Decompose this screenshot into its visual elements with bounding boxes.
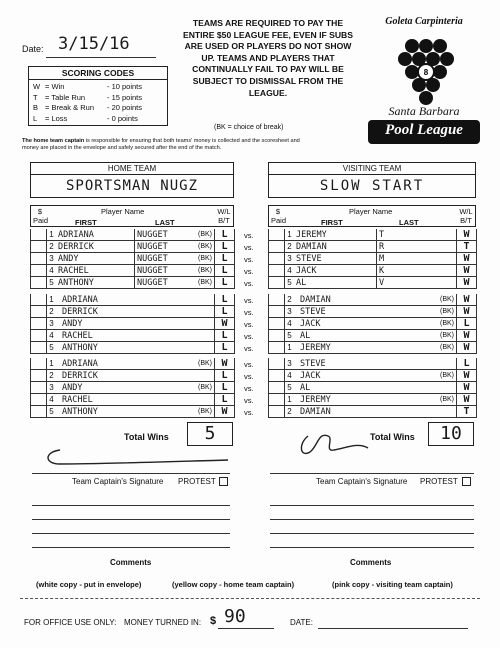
- visiting-break-marker: [433, 265, 457, 277]
- home-player-first[interactable]: ANDY: [56, 253, 135, 265]
- visiting-player-number: 1: [285, 229, 294, 241]
- home-player-number: 1: [47, 358, 56, 370]
- visiting-signature-line: [270, 473, 474, 474]
- captain-responsibility-note: [22, 138, 318, 152]
- visiting-win-loss[interactable]: W: [457, 277, 477, 289]
- home-paid-cell[interactable]: [31, 294, 47, 306]
- visiting-break-marker: [433, 229, 457, 241]
- home-team-box: [30, 162, 234, 198]
- home-player-first[interactable]: ADRIANA: [56, 358, 191, 370]
- home-player-number: 2: [47, 306, 56, 318]
- home-first-header: FIRST: [75, 218, 97, 227]
- comment-line[interactable]: [32, 533, 230, 534]
- home-player-row: [30, 342, 234, 354]
- home-comments-label: Comments: [110, 558, 152, 567]
- visiting-win-loss[interactable]: W: [457, 253, 477, 265]
- home-player-number: 3: [47, 382, 56, 394]
- home-column-headers: [30, 205, 234, 227]
- white-copy-label: (white copy - put in envelope): [36, 580, 142, 589]
- visiting-total-label: Total Wins: [370, 432, 415, 442]
- visiting-paid-cell[interactable]: [269, 229, 285, 241]
- visiting-win-loss[interactable]: T: [457, 241, 477, 253]
- vs-label: vs.: [244, 372, 254, 381]
- visiting-player-number: 2: [285, 294, 294, 306]
- home-win-loss[interactable]: L: [215, 265, 235, 277]
- visiting-player-row: [268, 318, 476, 330]
- visiting-win-loss[interactable]: W: [457, 265, 477, 277]
- home-player-number: 4: [47, 265, 56, 277]
- visiting-player-first[interactable]: DAMIAN: [294, 406, 433, 418]
- visiting-win-loss[interactable]: L: [457, 318, 477, 330]
- home-wl-header: W/L B/T: [217, 207, 231, 225]
- home-player-first[interactable]: RACHEL: [56, 330, 191, 342]
- footer-divider: [20, 598, 480, 599]
- home-player-row: [30, 330, 234, 342]
- visiting-player-last[interactable]: V: [377, 277, 433, 289]
- comment-line[interactable]: [270, 547, 474, 548]
- home-paid-cell[interactable]: [31, 229, 47, 241]
- visiting-break-marker: (BK): [433, 342, 457, 354]
- visiting-signature-label: Team Captain's Signature: [316, 477, 408, 486]
- home-paid-cell[interactable]: [31, 394, 47, 406]
- home-player-first[interactable]: ADRIANA: [56, 229, 135, 241]
- home-break-marker: [191, 306, 215, 318]
- visiting-player-first[interactable]: DAMIAN: [294, 241, 377, 253]
- home-paid-cell[interactable]: [31, 241, 47, 253]
- visiting-break-marker: (BK): [433, 294, 457, 306]
- visiting-protest-label: PROTEST: [420, 477, 458, 486]
- visiting-comments-label: Comments: [350, 558, 392, 567]
- home-player-first[interactable]: RACHEL: [56, 394, 191, 406]
- visiting-player-row: [268, 277, 476, 289]
- visiting-break-marker: (BK): [433, 318, 457, 330]
- vs-label: vs.: [244, 279, 254, 288]
- home-total-label: Total Wins: [124, 432, 169, 442]
- logo-top-text: Goleta Carpinteria: [385, 16, 463, 27]
- comment-line[interactable]: [32, 547, 230, 548]
- visiting-captain-signature[interactable]: [288, 422, 378, 476]
- home-paid-cell[interactable]: [31, 382, 47, 394]
- office-use-label: FOR OFFICE USE ONLY:: [24, 618, 117, 627]
- visiting-player-row: [268, 358, 476, 370]
- home-player-row: [30, 318, 234, 330]
- scoring-code-letter: L: [33, 113, 38, 123]
- yellow-copy-label: (yellow copy - home team captain): [172, 580, 295, 589]
- visiting-player-number: 1: [285, 394, 294, 406]
- home-player-number: 2: [47, 241, 56, 253]
- home-break-marker: [191, 318, 215, 330]
- visiting-break-marker: [433, 358, 457, 370]
- home-break-marker: [191, 330, 215, 342]
- home-paid-cell[interactable]: [31, 277, 47, 289]
- visiting-column-headers: [268, 205, 476, 227]
- home-player-last[interactable]: NUGGET: [135, 265, 191, 277]
- home-paid-cell[interactable]: [31, 318, 47, 330]
- money-underline: [218, 628, 274, 629]
- visiting-paid-cell[interactable]: [269, 277, 285, 289]
- visiting-break-marker: (BK): [433, 330, 457, 342]
- home-total-wins[interactable]: 5: [187, 422, 233, 446]
- home-player-row: [30, 394, 234, 406]
- home-break-marker: (BK): [191, 277, 215, 289]
- scoring-codes-title: SCORING CODES: [29, 67, 167, 80]
- home-player-row: [30, 229, 234, 241]
- visiting-player-number: 3: [285, 358, 294, 370]
- scoring-code-letter: B: [33, 103, 39, 112]
- visiting-break-marker: (BK): [433, 370, 457, 382]
- scoring-code-letter: T: [33, 92, 38, 102]
- visiting-player-row: [268, 394, 476, 406]
- visiting-player-first[interactable]: JEREMY: [294, 342, 433, 354]
- comment-line[interactable]: [270, 505, 474, 506]
- scoring-code-desc: = Break & Run: [45, 103, 94, 112]
- home-player-first[interactable]: RACHEL: [56, 265, 135, 277]
- visiting-paid-cell[interactable]: [269, 394, 285, 406]
- visiting-player-first[interactable]: STEVE: [294, 253, 377, 265]
- visiting-win-loss[interactable]: W: [457, 294, 477, 306]
- vs-label: vs.: [244, 243, 254, 252]
- vs-label: vs.: [244, 332, 254, 341]
- home-last-header: LAST: [155, 218, 175, 227]
- home-player-number: 5: [47, 406, 56, 418]
- visiting-wl-header: W/L B/T: [459, 207, 473, 225]
- home-player-number: 3: [47, 253, 56, 265]
- scoring-code-row: [33, 103, 163, 114]
- home-win-loss[interactable]: L: [215, 370, 235, 382]
- home-break-marker: [191, 394, 215, 406]
- visiting-player-first[interactable]: DAMIAN: [294, 294, 433, 306]
- home-player-number: 4: [47, 330, 56, 342]
- league-logo: [364, 12, 484, 148]
- visiting-paid-cell[interactable]: [269, 342, 285, 354]
- visiting-player-row: [268, 306, 476, 318]
- visiting-player-first[interactable]: JEREMY: [294, 394, 433, 406]
- captain-note-bold: The home team captain: [22, 138, 85, 144]
- visiting-break-marker: [433, 241, 457, 253]
- home-paid-cell[interactable]: [31, 406, 47, 418]
- home-player-first[interactable]: ANDY: [56, 382, 191, 394]
- home-break-marker: (BK): [191, 241, 215, 253]
- scoring-code-desc: = Loss: [45, 113, 68, 123]
- home-win-loss[interactable]: L: [215, 253, 235, 265]
- visiting-win-loss[interactable]: W: [457, 306, 477, 318]
- home-player-row: [30, 382, 234, 394]
- home-paid-cell[interactable]: [31, 358, 47, 370]
- home-break-marker: (BK): [191, 358, 215, 370]
- scoring-code-desc: = Table Run: [45, 92, 86, 102]
- visiting-player-first[interactable]: STEVE: [294, 306, 433, 318]
- home-player-row: [30, 306, 234, 318]
- visiting-player-row: [268, 241, 476, 253]
- visiting-win-loss[interactable]: L: [457, 358, 477, 370]
- home-win-loss[interactable]: L: [215, 294, 235, 306]
- visiting-player-number: 2: [285, 406, 294, 418]
- vs-label: vs.: [244, 396, 254, 405]
- home-paid-cell[interactable]: [31, 253, 47, 265]
- visiting-player-number: 4: [285, 318, 294, 330]
- home-team-name[interactable]: SPORTSMAN NUGZ: [65, 178, 198, 194]
- scoring-code-points: - 10 points: [107, 82, 143, 91]
- home-player-number: 5: [47, 277, 56, 289]
- visiting-win-loss[interactable]: W: [457, 229, 477, 241]
- vs-label: vs.: [244, 408, 254, 417]
- visiting-paid-cell[interactable]: [269, 370, 285, 382]
- visiting-team-box: [268, 162, 476, 198]
- home-player-last[interactable]: NUGGET: [135, 241, 191, 253]
- home-player-number: 4: [47, 394, 56, 406]
- home-win-loss[interactable]: L: [215, 277, 235, 289]
- home-win-loss[interactable]: L: [215, 394, 235, 406]
- logo-city-text: Santa Barbara: [388, 104, 460, 118]
- home-paid-cell[interactable]: [31, 370, 47, 382]
- visiting-paid-cell[interactable]: [269, 253, 285, 265]
- visiting-player-row: [268, 253, 476, 265]
- visiting-paid-cell[interactable]: [269, 406, 285, 418]
- visiting-player-first[interactable]: JACK: [294, 265, 377, 277]
- visiting-paid-cell[interactable]: [269, 265, 285, 277]
- vs-label: vs.: [244, 384, 254, 393]
- home-player-row: [30, 406, 234, 418]
- home-win-loss[interactable]: W: [215, 406, 235, 418]
- bk-note: (BK = choice of break): [214, 124, 284, 131]
- comment-line[interactable]: [32, 519, 230, 520]
- visiting-break-marker: [433, 253, 457, 265]
- visiting-paid-header: $ Paid: [271, 207, 287, 225]
- home-protest-checkbox[interactable]: [219, 477, 228, 486]
- home-paid-cell[interactable]: [31, 306, 47, 318]
- visiting-player-last[interactable]: K: [377, 265, 433, 277]
- vs-label: vs.: [244, 255, 254, 264]
- visiting-break-marker: [433, 406, 457, 418]
- visiting-player-number: 5: [285, 277, 294, 289]
- visiting-player-row: [268, 330, 476, 342]
- home-player-row: [30, 370, 234, 382]
- visiting-player-last[interactable]: T: [377, 229, 433, 241]
- visiting-win-loss[interactable]: W: [457, 330, 477, 342]
- visiting-win-loss[interactable]: W: [457, 382, 477, 394]
- home-player-first[interactable]: DERRICK: [56, 241, 135, 253]
- captain-note-rest: is responsible for ensuring that both teams' money is collected and the scoresheet and money are placed in the envelope and safely secured after the end of the match.: [22, 138, 300, 151]
- home-signature-line: [32, 473, 230, 474]
- visiting-win-loss[interactable]: W: [457, 394, 477, 406]
- visiting-player-number: 4: [285, 265, 294, 277]
- dollar-sign: $: [210, 615, 217, 627]
- scoring-code-points: - 0 points: [107, 113, 138, 123]
- visiting-paid-cell[interactable]: [269, 294, 285, 306]
- visiting-player-first[interactable]: STEVE: [294, 358, 433, 370]
- visiting-player-first[interactable]: JEREMY: [294, 229, 377, 241]
- home-player-last[interactable]: NUGGET: [135, 229, 191, 241]
- visiting-player-first[interactable]: AL: [294, 382, 433, 394]
- visiting-paid-cell[interactable]: [269, 318, 285, 330]
- scoring-code-points: - 20 points: [107, 103, 143, 112]
- home-player-row: [30, 265, 234, 277]
- visiting-win-loss[interactable]: W: [457, 370, 477, 382]
- visiting-team-name[interactable]: SLOW START: [319, 178, 425, 194]
- scoring-code-row: [33, 93, 163, 104]
- home-break-marker: [191, 294, 215, 306]
- visiting-player-number: 2: [285, 241, 294, 253]
- home-player-row: [30, 294, 234, 306]
- home-player-number: 3: [47, 318, 56, 330]
- home-paid-header: $ Paid: [33, 207, 49, 225]
- home-player-row: [30, 253, 234, 265]
- home-break-marker: [191, 370, 215, 382]
- home-paid-cell[interactable]: [31, 342, 47, 354]
- home-win-loss[interactable]: L: [215, 382, 235, 394]
- visiting-player-row: [268, 342, 476, 354]
- comment-line[interactable]: [270, 519, 474, 520]
- visiting-break-marker: [433, 382, 457, 394]
- visiting-player-last[interactable]: M: [377, 253, 433, 265]
- home-win-loss[interactable]: L: [215, 241, 235, 253]
- date-label: Date:: [22, 44, 44, 54]
- scoring-code-points: - 15 points: [107, 92, 143, 102]
- home-break-marker: [191, 342, 215, 354]
- visiting-paid-cell[interactable]: [269, 358, 285, 370]
- home-player-row: [30, 358, 234, 370]
- visiting-team-label: VISITING TEAM: [269, 163, 475, 175]
- home-player-first[interactable]: DERRICK: [56, 370, 191, 382]
- visiting-total-wins[interactable]: 10: [428, 422, 474, 446]
- office-date-underline: [318, 628, 468, 629]
- visiting-player-number: 4: [285, 370, 294, 382]
- visiting-win-loss[interactable]: T: [457, 406, 477, 418]
- home-captain-signature[interactable]: [38, 438, 238, 472]
- home-break-marker: (BK): [191, 229, 215, 241]
- home-player-first[interactable]: ANTHONY: [56, 342, 191, 354]
- svg-text:8: 8: [423, 68, 429, 77]
- visiting-last-header: LAST: [399, 218, 419, 227]
- pink-copy-label: (pink copy - visiting team captain): [332, 580, 453, 589]
- visiting-paid-cell[interactable]: [269, 330, 285, 342]
- visiting-paid-cell[interactable]: [269, 306, 285, 318]
- home-win-loss[interactable]: W: [215, 358, 235, 370]
- home-player-name-header: Player Name: [101, 207, 145, 216]
- visiting-break-marker: [433, 277, 457, 289]
- vs-label: vs.: [244, 308, 254, 317]
- home-win-loss[interactable]: L: [215, 306, 235, 318]
- logo-league-text: Pool League: [385, 122, 463, 138]
- home-paid-cell[interactable]: [31, 265, 47, 277]
- visiting-player-row: [268, 406, 476, 418]
- home-protest-label: PROTEST: [178, 477, 216, 486]
- home-break-marker: (BK): [191, 406, 215, 418]
- money-turned-in-label: MONEY TURNED IN:: [124, 618, 202, 627]
- visiting-player-name-header: Player Name: [349, 207, 393, 216]
- visiting-break-marker: (BK): [433, 306, 457, 318]
- vs-label: vs.: [244, 296, 254, 305]
- visiting-paid-cell[interactable]: [269, 241, 285, 253]
- visiting-protest-checkbox[interactable]: [462, 477, 471, 486]
- vs-label: vs.: [244, 320, 254, 329]
- office-date-label: DATE:: [290, 618, 313, 627]
- scoring-codes-list: [29, 80, 167, 126]
- home-player-row: [30, 241, 234, 253]
- home-player-first[interactable]: ANTHONY: [56, 277, 135, 289]
- home-player-first[interactable]: ANDY: [56, 318, 191, 330]
- vs-label: vs.: [244, 360, 254, 369]
- visiting-player-row: [268, 265, 476, 277]
- home-player-number: 2: [47, 370, 56, 382]
- home-player-first[interactable]: DERRICK: [56, 306, 191, 318]
- scoring-code-row: [33, 82, 163, 93]
- home-team-label: HOME TEAM: [31, 163, 233, 175]
- visiting-paid-cell[interactable]: [269, 382, 285, 394]
- home-player-last[interactable]: NUGGET: [135, 253, 191, 265]
- visiting-player-row: [268, 294, 476, 306]
- date-underline: [46, 57, 156, 58]
- scoring-code-letter: W: [33, 82, 41, 91]
- visiting-player-row: [268, 370, 476, 382]
- visiting-player-first[interactable]: AL: [294, 330, 433, 342]
- vs-label: vs.: [244, 267, 254, 276]
- visiting-player-number: 3: [285, 253, 294, 265]
- scoring-code-desc: = Win: [45, 82, 65, 91]
- home-win-loss[interactable]: L: [215, 342, 235, 354]
- home-player-number: 1: [47, 294, 56, 306]
- visiting-player-number: 5: [285, 330, 294, 342]
- visiting-player-first[interactable]: AL: [294, 277, 377, 289]
- visiting-break-marker: (BK): [433, 394, 457, 406]
- comment-line[interactable]: [32, 505, 230, 506]
- home-player-last[interactable]: NUGGET: [135, 277, 191, 289]
- vs-label: vs.: [244, 344, 254, 353]
- money-turned-in-value[interactable]: 90: [224, 606, 246, 627]
- home-paid-cell[interactable]: [31, 330, 47, 342]
- home-player-first[interactable]: ANTHONY: [56, 406, 191, 418]
- visiting-player-first[interactable]: JACK: [294, 370, 433, 382]
- visiting-first-header: FIRST: [321, 218, 343, 227]
- visiting-player-first[interactable]: JACK: [294, 318, 433, 330]
- home-player-row: [30, 277, 234, 289]
- vs-label: vs.: [244, 231, 254, 240]
- visiting-player-last[interactable]: R: [377, 241, 433, 253]
- home-break-marker: (BK): [191, 265, 215, 277]
- home-win-loss[interactable]: L: [215, 229, 235, 241]
- home-win-loss[interactable]: L: [215, 330, 235, 342]
- home-break-marker: (BK): [191, 253, 215, 265]
- visiting-player-number: 5: [285, 382, 294, 394]
- visiting-player-number: 1: [285, 342, 294, 354]
- home-break-marker: (BK): [191, 382, 215, 394]
- comment-line[interactable]: [270, 533, 474, 534]
- visiting-player-row: [268, 229, 476, 241]
- league-fee-notice: TEAMS ARE REQUIRED TO PAY THE ENTIRE $50 LEAGUE FEE, EVEN IF SUBS ARE USED OR PLAYERS DO NOT SHOW UP. TEAMS AND PLAYERS THAT CONTINUALLY FAIL TO PAY WILL BE SUBJECT TO DISMISSAL FROM THE LEAGUE.: [182, 18, 353, 98]
- visiting-player-row: [268, 382, 476, 394]
- scoring-codes-box: [28, 66, 168, 126]
- visiting-player-number: 3: [285, 306, 294, 318]
- scoring-code-row: [33, 114, 163, 125]
- home-player-number: 1: [47, 229, 56, 241]
- home-signature-label: Team Captain's Signature: [72, 477, 164, 486]
- home-player-number: 5: [47, 342, 56, 354]
- home-win-loss[interactable]: W: [215, 318, 235, 330]
- date-value: 3/15/16: [58, 34, 130, 54]
- visiting-win-loss[interactable]: W: [457, 342, 477, 354]
- home-player-first[interactable]: ADRIANA: [56, 294, 191, 306]
